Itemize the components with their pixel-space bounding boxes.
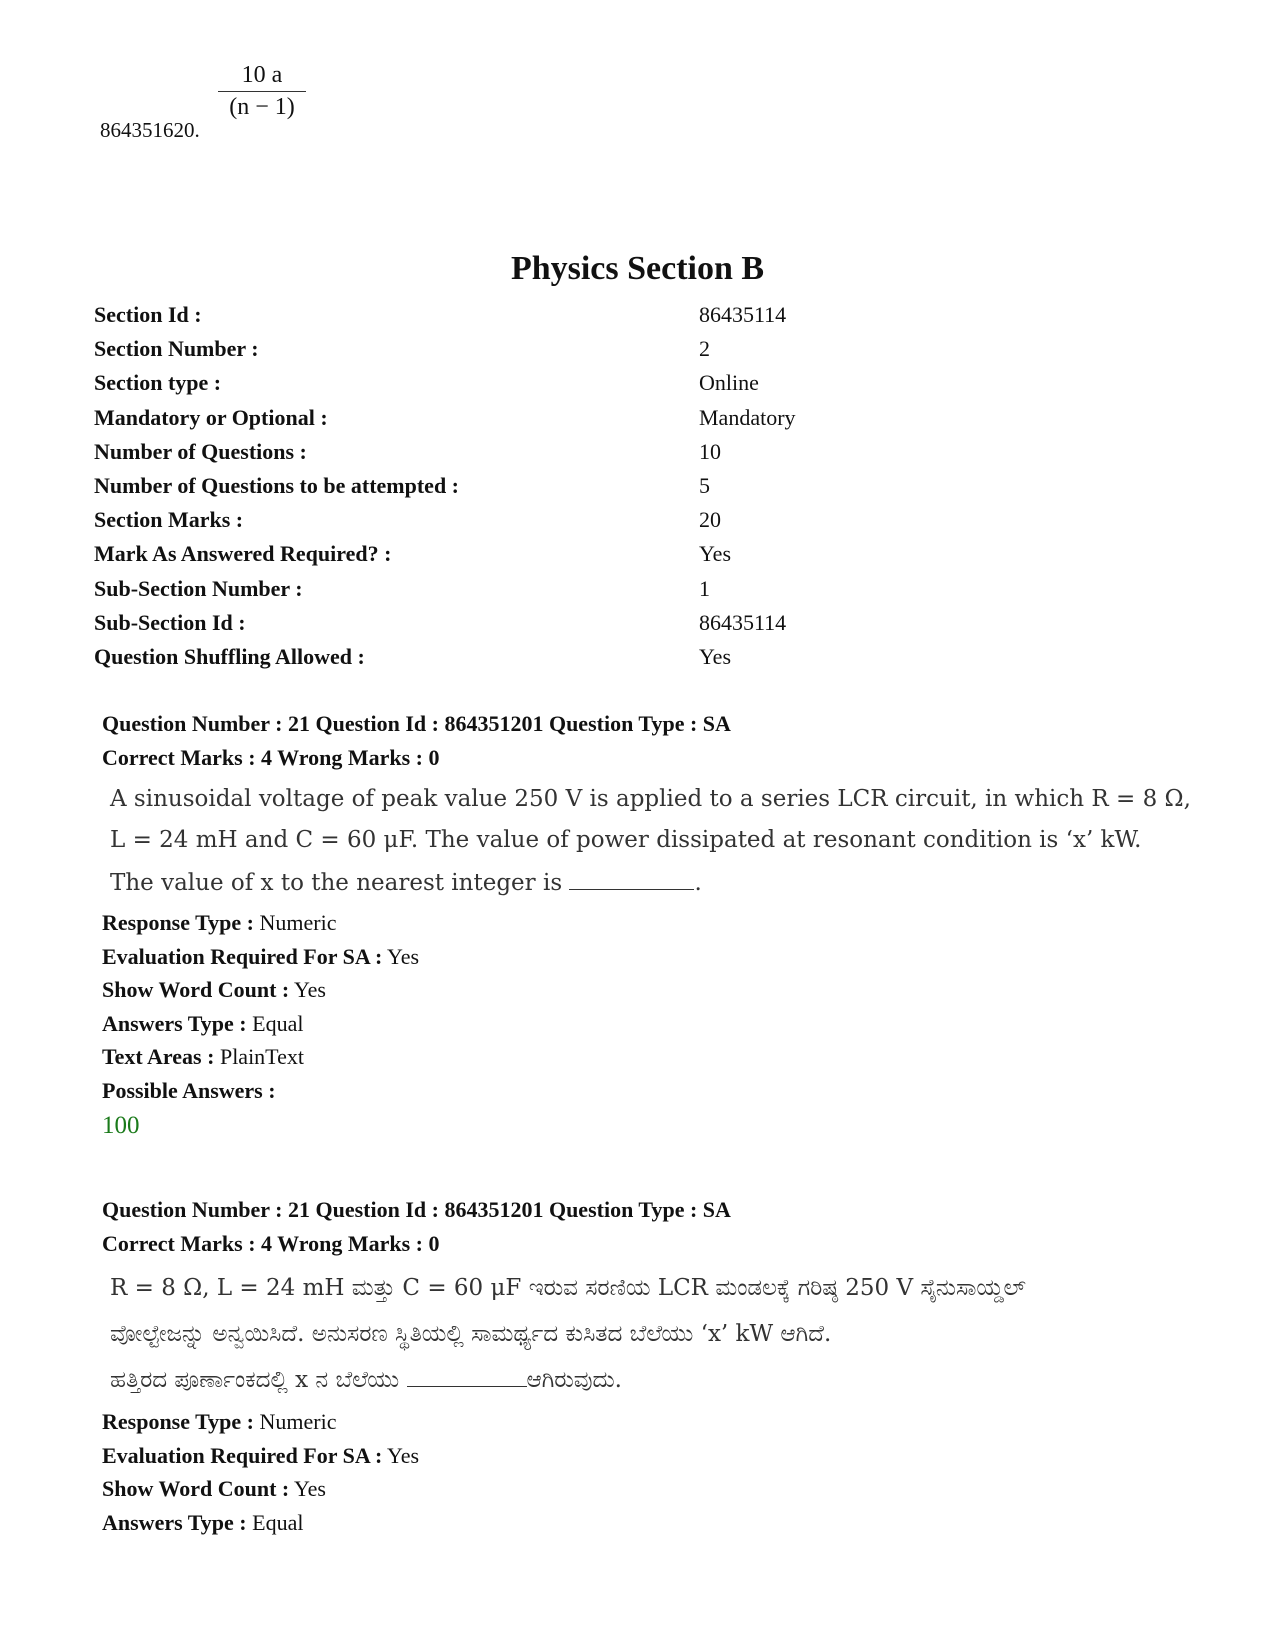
meta-value: 2	[699, 336, 710, 362]
meta-value: 20	[699, 507, 721, 533]
field-row	[102, 1007, 1202, 1041]
meta-row	[94, 469, 796, 503]
meta-row	[94, 435, 796, 469]
question-marks: Correct Marks : 4 Wrong Marks : 0	[102, 1231, 440, 1256]
question-line-end: ಆಗಿರುವುದು.	[526, 1367, 622, 1393]
field-row	[102, 973, 1202, 1007]
question-marks: Correct Marks : 4 Wrong Marks : 0	[102, 745, 440, 770]
meta-value: Yes	[699, 643, 732, 669]
field-value: Yes	[387, 943, 420, 969]
question-line-text: The value of x to the nearest integer is	[110, 870, 563, 896]
meta-label: Sub-Section Id :	[94, 609, 246, 635]
meta-row	[94, 366, 796, 400]
meta-row	[94, 298, 796, 332]
option-number: 864351620.	[100, 118, 200, 142]
question-fields	[102, 1405, 1202, 1539]
field-label: Answers Type :	[102, 1509, 247, 1535]
question-block-kannada	[102, 1193, 1202, 1539]
question-line-end: .	[694, 870, 702, 896]
field-label: Possible Answers :	[102, 1077, 276, 1103]
question-line	[110, 1357, 1202, 1403]
meta-label: Question Shuffling Allowed :	[94, 643, 365, 669]
question-line-text: ಹತ್ತಿರದ ಪೂರ್ಣಾಂಕದಲ್ಲಿ x ನ ಬೆಲೆಯು	[110, 1367, 400, 1393]
possible-answer: 100	[102, 1112, 140, 1139]
question-line: R = 8 Ω, L = 24 mH ಮತ್ತು C = 60 μF ಇರುವ ಸರಣಿಯ LCR ಮಂಡಲಕ್ಕೆ ಗರಿಷ್ಠ 250 V ಸೈನುಸಾಯ್ಡಲ್	[110, 1275, 1026, 1301]
question-line	[110, 863, 1202, 904]
question-line: ವೋಲ್ಟೇಜನ್ನು ಅನ್ವಯಿಸಿದೆ. ಅನುಸರಣ ಸ್ಥಿತಿಯಲ್ಲಿ ಸಾಮರ್ಥ್ಯದ ಕುಸಿತದ ಬೆಲೆಯು ‘x’ kW ಆಗಿದೆ.	[110, 1321, 832, 1347]
field-label: Evaluation Required For SA :	[102, 1442, 383, 1468]
field-row	[102, 1405, 1202, 1439]
meta-value: 86435114	[699, 609, 787, 635]
field-value: Yes	[387, 1442, 420, 1468]
meta-row	[94, 401, 796, 435]
question-text	[110, 1265, 1202, 1403]
meta-row	[94, 640, 796, 674]
field-label: Response Type :	[102, 910, 254, 935]
option-fraction	[218, 62, 306, 121]
meta-label: Mark As Answered Required? :	[94, 541, 392, 567]
field-value: Numeric	[259, 910, 337, 935]
field-row	[102, 1472, 1202, 1506]
question-fields	[102, 906, 1202, 1145]
field-row	[102, 1439, 1202, 1473]
question-line: L = 24 mH and C = 60 μF. The value of power dissipated at resonant condition is ‘x’ kW.	[110, 827, 1142, 853]
question-block-english	[102, 707, 1202, 1145]
field-row	[102, 1506, 1202, 1540]
meta-label: Section type :	[94, 370, 222, 396]
field-value: Numeric	[259, 1409, 337, 1434]
field-label: Answers Type :	[102, 1010, 247, 1036]
meta-label: Number of Questions :	[94, 438, 307, 464]
field-label: Text Areas :	[102, 1044, 215, 1069]
field-value: Yes	[293, 977, 326, 1002]
field-value: Equal	[252, 1010, 304, 1036]
meta-row	[94, 503, 796, 537]
section-meta-table	[94, 298, 796, 674]
meta-row	[94, 606, 796, 640]
meta-value: Online	[699, 370, 759, 396]
meta-row	[94, 572, 796, 606]
meta-label: Number of Questions to be attempted :	[94, 473, 460, 499]
question-text	[110, 779, 1202, 904]
question-header: Question Number : 21 Question Id : 864351201 Question Type : SA	[102, 711, 731, 736]
answer-blank	[569, 869, 694, 890]
meta-label: Sub-Section Number :	[94, 575, 303, 601]
field-label: Show Word Count :	[102, 977, 290, 1002]
meta-row	[94, 332, 796, 366]
meta-label: Section Id :	[94, 302, 202, 328]
meta-value: 10	[699, 438, 721, 464]
meta-value: 1	[699, 575, 710, 601]
field-label: Response Type :	[102, 1409, 254, 1434]
meta-row	[94, 537, 796, 571]
answer-blank	[407, 1366, 527, 1387]
fraction-numerator: 10 a	[218, 62, 306, 92]
field-value: Yes	[293, 1476, 326, 1501]
field-row	[102, 906, 1202, 940]
meta-value: 5	[699, 473, 710, 499]
meta-label: Mandatory or Optional :	[94, 404, 328, 430]
section-title: Physics Section B	[510, 250, 765, 287]
meta-value: Yes	[699, 541, 732, 567]
meta-label: Section Marks :	[94, 507, 244, 533]
field-label: Show Word Count :	[102, 1476, 290, 1501]
question-line: A sinusoidal voltage of peak value 250 V is applied to a series LCR circuit, in which R = 8 Ω,	[110, 786, 1191, 812]
field-row	[102, 1040, 1202, 1074]
meta-value: 86435114	[699, 302, 787, 328]
meta-label: Section Number :	[94, 336, 259, 362]
field-row	[102, 940, 1202, 974]
field-value: Equal	[252, 1509, 304, 1535]
field-value: PlainText	[219, 1044, 304, 1069]
fraction-denominator: (n − 1)	[229, 94, 295, 120]
meta-value: Mandatory	[699, 404, 796, 430]
question-header: Question Number : 21 Question Id : 864351201 Question Type : SA	[102, 1197, 731, 1222]
field-label: Evaluation Required For SA :	[102, 943, 383, 969]
field-row	[102, 1074, 1202, 1108]
